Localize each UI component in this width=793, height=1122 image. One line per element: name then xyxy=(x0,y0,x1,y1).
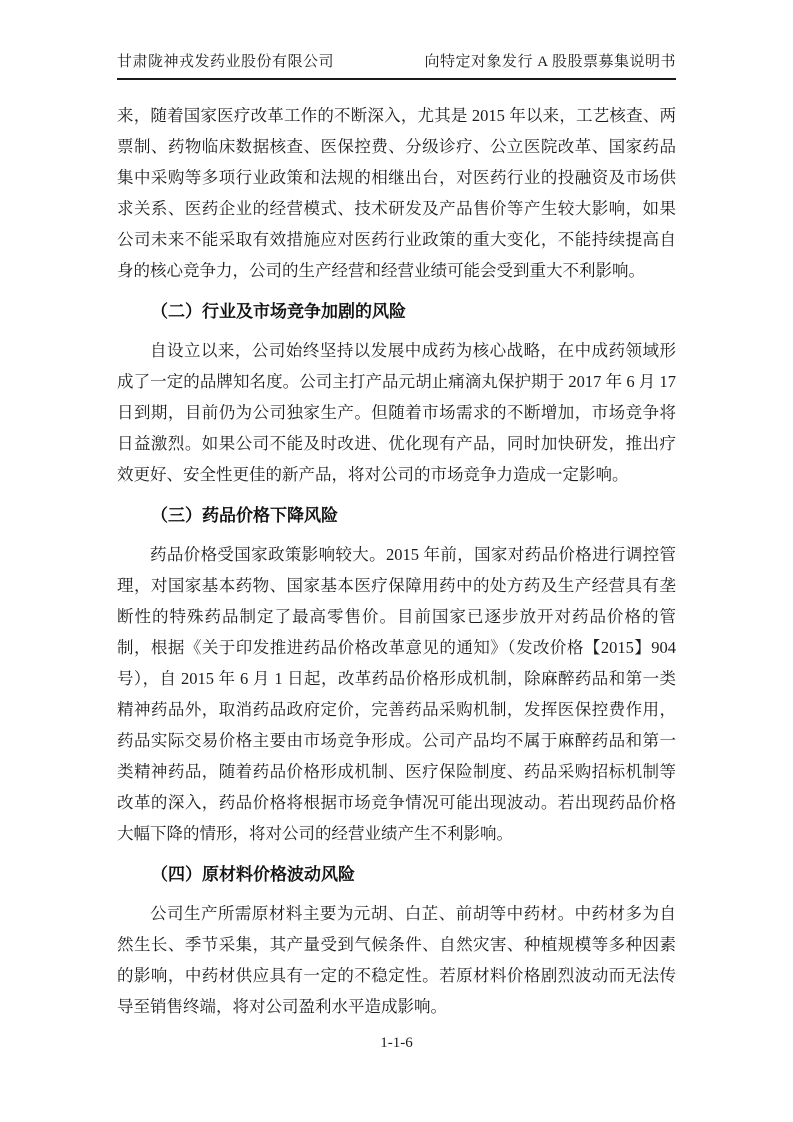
page-header xyxy=(117,52,676,80)
section-heading: （四）原材料价格波动风险 xyxy=(151,865,355,884)
paragraph: 来，随着国家医疗改革工作的不断深入，尤其是 2015 年以来，工艺核查、两票制、药物临床数据核查、医保控费、分级诊疗、公立医院改革、国家药品集中采购等多项行业政策和法规的相继出台，对医药行业的投融资及市场供求关系、医药企业的经营模式、技术研发及产品售价等产生较大影响，如果公司未来不能采取有效措施应对医药行业政策的重大变化，不能持续提高自身的核心竞争力，公司的生产经营和经营业绩可能会受到重大不利影响。 xyxy=(117,106,676,280)
paragraph: 药品价格受国家政策影响较大。2015 年前，国家对药品价格进行调控管理，对国家基本药物、国家基本医疗保障用药中的处方药及生产经营具有垄断性的特殊药品制定了最高零售价。目前国家已逐步放开对药品价格的管制，根据《关于印发推进药品价格改革意见的通知》（发改价格【2015】904 号），自 2015 年 6 月 1 日起，改革药品价格形成机制，除麻醉药品和第一类精神药品外，取消药品政府定价，完善药品采购机制，发挥医保控费作用，药品实际交易价格主要由市场竞争形成。公司产品均不属于麻醉药品和第一类精神药品，随着药品价格形成机制、医疗保险制度、药品采购招标机制等改革的深入，药品价格将根据市场竞争情况可能出现波动。若出现药品价格大幅下降的情形，将对公司的经营业绩产生不利影响。 xyxy=(117,545,676,843)
page-number: 1-1-6 xyxy=(380,1035,413,1051)
header-company-name: 甘肃陇神戎发药业股份有限公司 xyxy=(117,54,335,70)
section-heading: （三）药品价格下降风险 xyxy=(151,506,338,525)
document-body xyxy=(117,100,676,1022)
header-doc-title: 向特定对象发行 A 股股票募集说明书 xyxy=(424,54,676,70)
paragraph: 自设立以来，公司始终坚持以发展中成药为核心战略，在中成药领域形成了一定的品牌知名度。公司主打产品元胡止痛滴丸保护期于 2017 年 6 月 17 日到期，目前仍为公司独家生产。但随着市场需求的不断增加，市场竞争将日益激烈。如果公司不能及时改进、优化现有产品，同时加快研发，推出疗效更好、安全性更佳的新产品，将对公司的市场竞争力造成一定影响。 xyxy=(117,341,676,484)
section-heading: （二）行业及市场竞争加剧的风险 xyxy=(151,302,406,321)
paragraph: 公司生产所需原材料主要为元胡、白芷、前胡等中药材。中药材多为自然生长、季节采集，其产量受到气候条件、自然灾害、种植规模等多种因素的影响，中药材供应具有一定的不稳定性。若原材料价格剧烈波动而无法传导至销售终端，将对公司盈利水平造成影响。 xyxy=(117,904,676,1016)
page-footer xyxy=(0,1032,793,1054)
